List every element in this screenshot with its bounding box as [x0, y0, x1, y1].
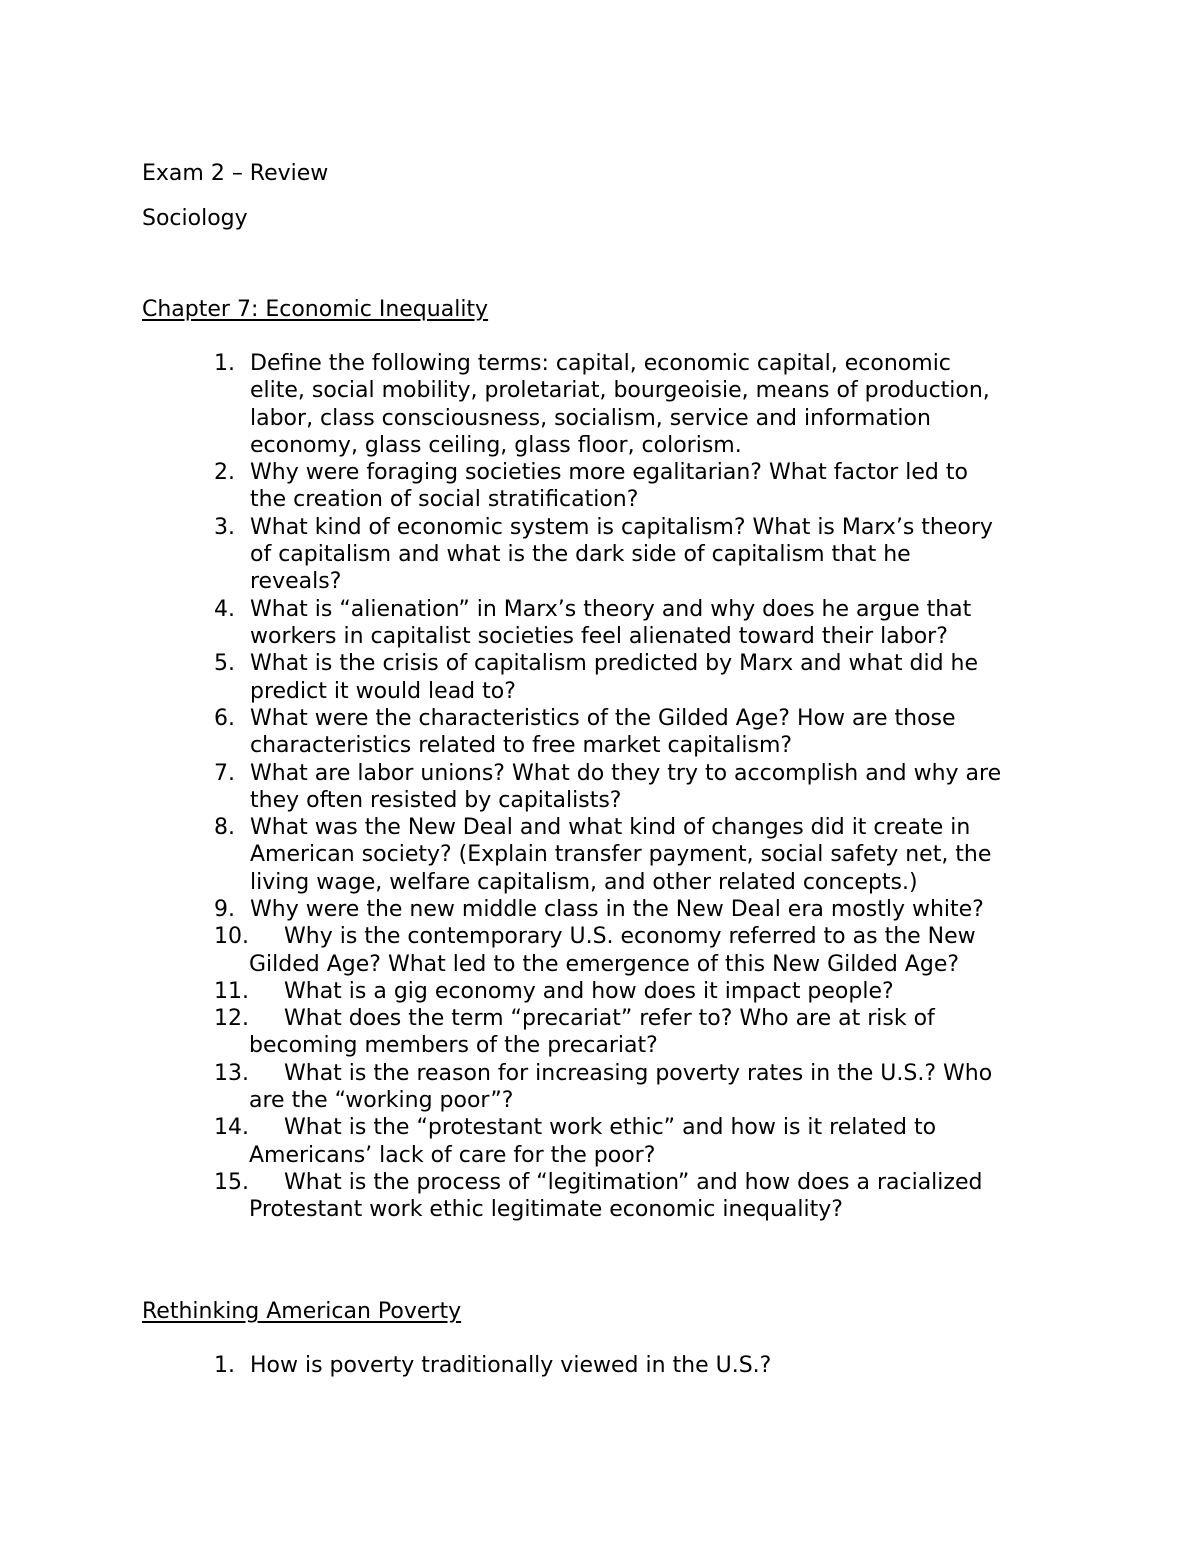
list-item-line: What was the New Deal and what kind of changes did it create in	[250, 815, 971, 841]
list-item-line: Why is the contemporary U.S. economy referred to as the New	[284, 924, 976, 950]
document-subject: Sociology	[142, 206, 248, 231]
list-item-line: labor, class consciousness, socialism, service and information	[250, 405, 931, 431]
list-item-text	[284, 978, 1074, 1005]
list-item-line: What is the process of “legitimation” and how does a racialized	[284, 1170, 983, 1195]
list-item-number: 6.	[214, 705, 235, 731]
section-heading-chapter-7: Chapter 7: Economic Inequality	[142, 297, 489, 322]
list-item-line: they often resisted by capitalists?	[250, 787, 622, 813]
list-item-text	[250, 350, 1074, 459]
list-item-line: Gilded Age? What led to the emergence of this New Gilded Age?	[249, 951, 960, 977]
list-item-text	[249, 1060, 1074, 1115]
list-item	[214, 650, 1074, 705]
list-item-line: Why were foraging societies more egalitarian? What factor led to	[250, 460, 968, 486]
list-item-line: predict it would lead to?	[250, 678, 516, 704]
list-item-number: 14.	[214, 1115, 249, 1141]
list-item-number: 7.	[214, 760, 235, 786]
list-item-text	[250, 896, 1074, 923]
list-item-line: What were the characteristics of the Gilded Age? How are those	[250, 705, 956, 731]
list-item	[214, 350, 1074, 459]
list-item-number: 8.	[214, 815, 235, 841]
list-item-text	[250, 814, 1074, 896]
list-item-text	[250, 705, 1074, 760]
list-item-text	[249, 923, 1074, 978]
list-item-line: the creation of social stratification?	[250, 487, 639, 513]
list-item-text	[250, 760, 1074, 815]
list-item-text	[250, 596, 1074, 651]
list-item-number: 2.	[214, 460, 235, 486]
list-item-line: elite, social mobility, proletariat, bourgeoisie, means of production,	[250, 378, 990, 404]
list-item-number: 10.	[214, 924, 249, 950]
list-item-line: What is the reason for increasing poverty rates in the U.S.? Who	[284, 1060, 993, 1086]
list-item-line: living wage, welfare capitalism, and other related concepts.)	[250, 869, 918, 895]
list-item-line: economy, glass ceiling, glass floor, colorism.	[250, 432, 742, 458]
list-item-number: 13.	[214, 1060, 249, 1086]
list-item	[214, 459, 1074, 514]
list-item	[214, 596, 1074, 651]
list-item-line: Why were the new middle class in the New Deal era mostly white?	[250, 897, 984, 922]
list-item-line: American society? (Explain transfer payment, social safety net, the	[250, 842, 992, 868]
list-item-number: 11.	[214, 978, 249, 1004]
list-item-line: What are labor unions? What do they try to accomplish and why are	[250, 760, 1002, 786]
list-item-line: Americans’ lack of care for the poor?	[249, 1142, 656, 1168]
list-item-text	[250, 459, 1074, 514]
list-item-number: 5.	[214, 651, 235, 677]
list-item-text	[249, 1114, 1074, 1169]
list-item-number: 9.	[214, 897, 235, 922]
list-item-line: What is a gig economy and how does it impact people?	[284, 978, 894, 1004]
list-item-line: What is “alienation” in Marx’s theory and why does he argue that	[250, 596, 972, 622]
list-item-line: characteristics related to free market capitalism?	[250, 733, 793, 759]
list-item-number: 15.	[214, 1170, 249, 1195]
list-item-line: becoming members of the precariat?	[249, 1033, 658, 1059]
list-item	[214, 896, 1074, 923]
list-item	[214, 514, 1074, 596]
list-item	[214, 760, 1074, 815]
list-item-line: reveals?	[250, 569, 342, 595]
document-title: Exam 2 – Review	[142, 161, 329, 186]
list-item-number: 1.	[214, 351, 235, 376]
list-item-line: What does the term “precariat” refer to? Who are at risk of	[284, 1006, 935, 1032]
list-item-line: What kind of economic system is capitalism? What is Marx’s theory	[250, 514, 993, 540]
list-item-line: Define the following terms: capital, economic capital, economic	[250, 351, 951, 376]
list-item	[214, 1352, 1074, 1379]
list-item-number: 1.	[214, 1353, 235, 1378]
list-item-number: 3.	[214, 514, 235, 540]
list-item-line: of capitalism and what is the dark side of capitalism that he	[250, 542, 911, 568]
list-item	[214, 978, 1074, 1005]
list-item-line: are the “working poor”?	[249, 1088, 514, 1114]
list-item-text	[249, 1169, 1074, 1224]
list-item	[214, 1005, 1074, 1060]
list-item	[214, 1114, 1074, 1169]
list-item-number: 4.	[214, 596, 235, 622]
list-item-line: Protestant work ethic legitimate economic inequality?	[249, 1197, 843, 1223]
list-item-line: workers in capitalist societies feel alienated toward their labor?	[250, 623, 948, 649]
list-item	[214, 923, 1074, 978]
list-item-line: What is the “protestant work ethic” and how is it related to	[284, 1115, 937, 1141]
list-item-line: How is poverty traditionally viewed in the U.S.?	[250, 1353, 772, 1378]
list-item-text	[250, 650, 1074, 705]
list-item	[214, 705, 1074, 760]
list-item-text	[250, 514, 1074, 596]
list-item	[214, 1169, 1074, 1224]
list-item-line: What is the crisis of capitalism predicted by Marx and what did he	[250, 651, 979, 677]
section-heading-rethinking-poverty: Rethinking American Poverty	[142, 1299, 462, 1324]
list-item-number: 12.	[214, 1006, 249, 1032]
list-item	[214, 814, 1074, 896]
list-item-text	[249, 1005, 1074, 1060]
list-item	[214, 1060, 1074, 1115]
list-item-text	[250, 1352, 1074, 1379]
